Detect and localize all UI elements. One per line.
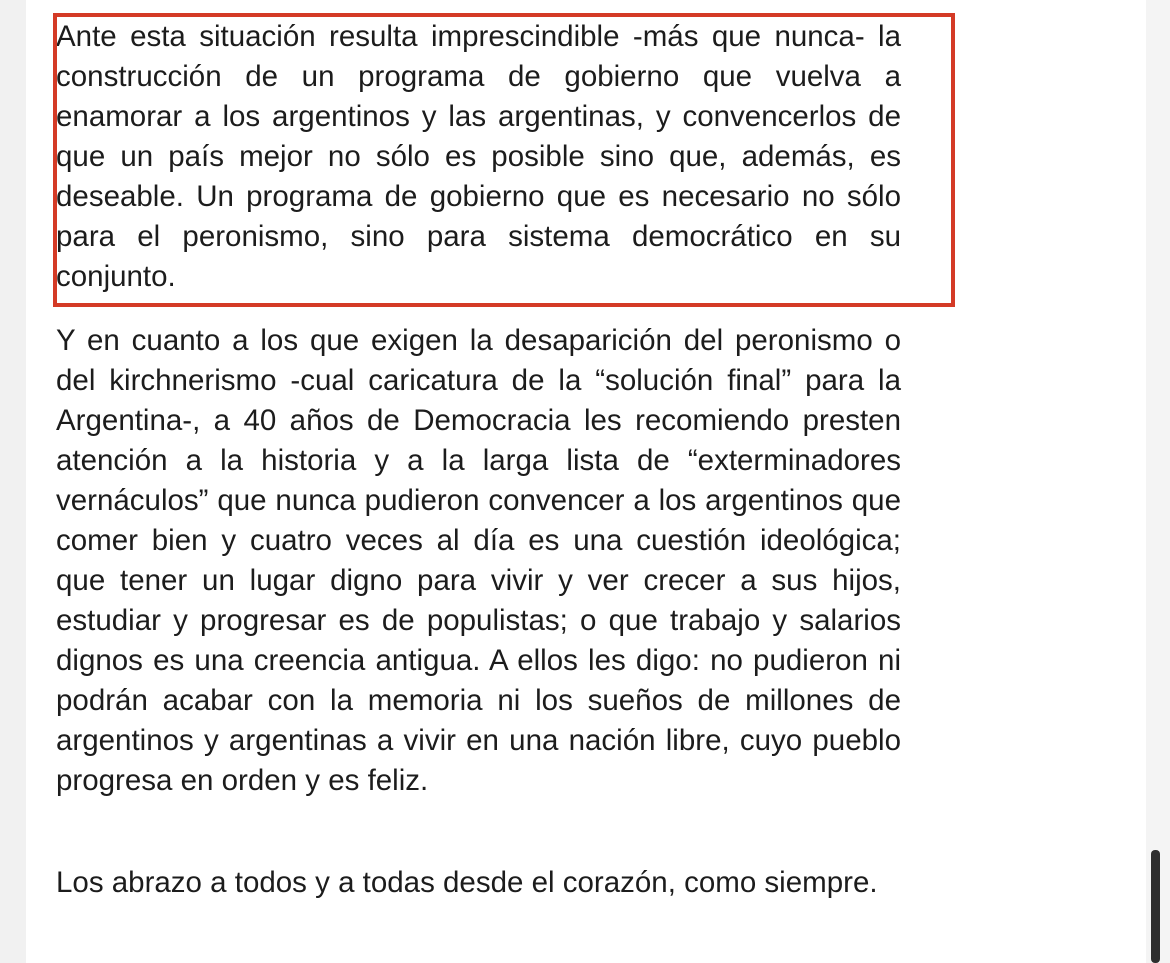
document-page: [26, 0, 1146, 963]
paragraph-closing: Los abrazo a todos y a todas desde el corazón, como siempre.: [56, 866, 878, 899]
paragraph-highlighted: Ante esta situación resulta imprescindible -más que nunca- la construcción de un programa de gobierno que vuelva a enamorar a los argentinos y las argentinas, y convencerlos de que un país mejor no sólo es posible sino que, además, es deseable. Un programa de gobierno que es necesario no sólo para el peronismo, sino para sistema democrático en su conjunto.: [56, 20, 901, 293]
scrollbar-thumb[interactable]: [1151, 850, 1160, 963]
left-margin: [0, 0, 26, 963]
highlight-box: [53, 13, 955, 307]
paragraph-second: Y en cuanto a los que exigen la desaparición del peronismo o del kirchnerismo -cual caricatura de la “solución final” para la Argentina-, a 40 años de Democracia les recomiendo presten atención a la historia y a la larga lista de “exterminadores vernáculos” que nunca pudieron convencer a los argentinos que comer bien y cuatro veces al día es una cuestión ideológica; que tener un lugar digno para vivir y ver crecer a sus hijos, estudiar y progresar es de populistas; o que trabajo y salarios dignos es una creencia antigua. A ellos les digo: no pudieron ni podrán acabar con la memoria ni los sueños de millones de argentinos y argentinas a vivir en una nación libre, cuyo pueblo progresa en orden y es feliz.: [56, 324, 901, 797]
